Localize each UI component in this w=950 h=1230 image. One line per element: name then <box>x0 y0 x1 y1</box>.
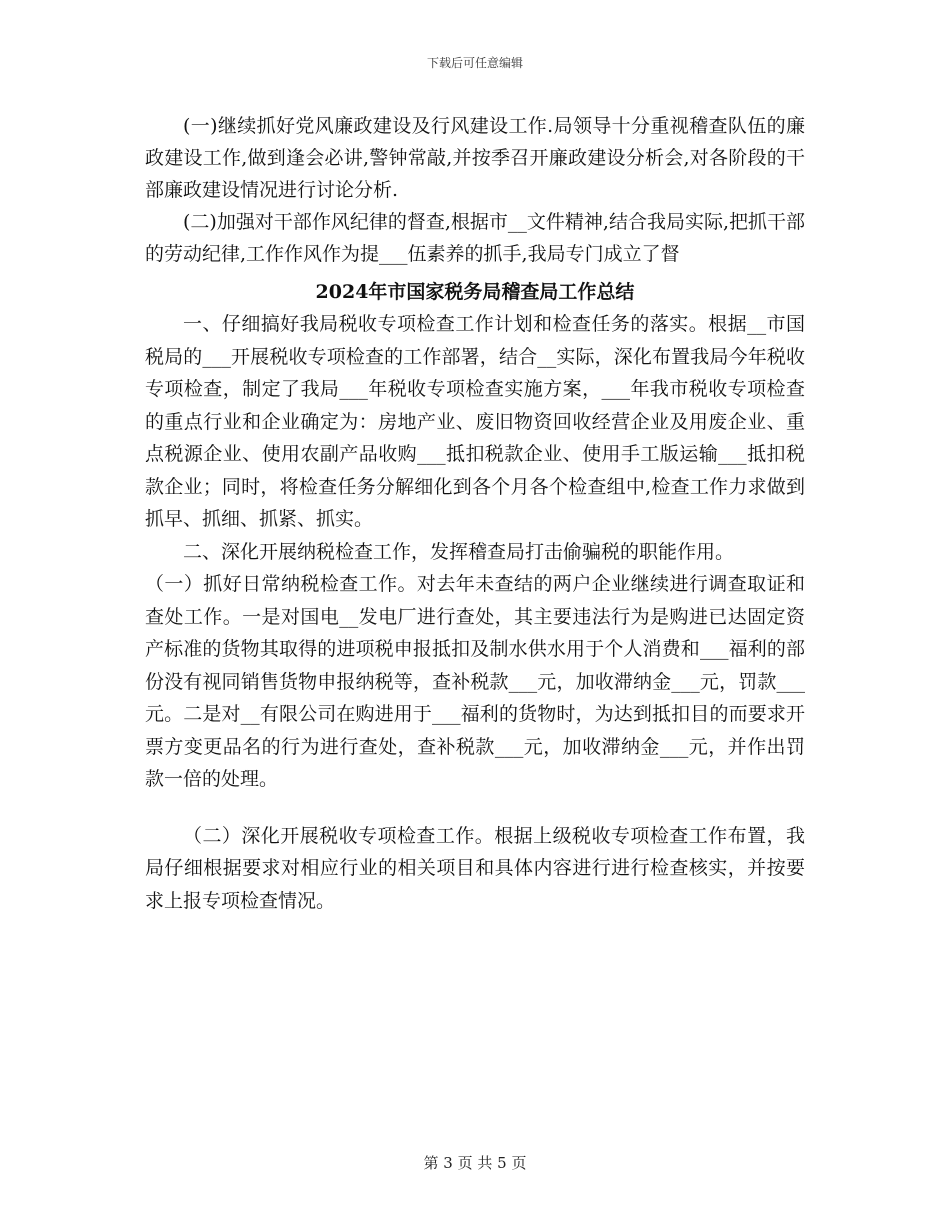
page-number-footer: 第 3 页 共 5 页 <box>423 1154 527 1172</box>
paragraph-special-inspection: （二）深化开展税收专项检查工作。根据上级税收专项检查工作布置，我局仔细根据要求对相应行业的相关项目和具体内容进行进行检查核实，并按要求上报专项检查情况。 <box>145 824 805 912</box>
paragraph-discipline-1: (一)继续抓好党风廉政建设及行风建设工作.局领导十分重视稽查队伍的廉政建设工作,做到逢会必讲,警钟常敲,并按季召开廉政建设分析会,对各阶段的干部廉政建设情况进行讨论分析. <box>145 115 805 201</box>
document-title: 2024年市国家税务局稽查局工作总结 <box>315 281 635 303</box>
paragraph-section-one: 一、仔细搞好我局税收专项检查工作计划和检查任务的落实。根据__市国税局的___开展税收专项检查的工作部署，结合__实际，深化布置我局今年税收专项检查，制定了我局___年税收专项检查实施方案，___年我市税收专项检查的重点行业和企业确定为：房地产业、废旧物资回收经营企业及用废企业、重点税源企业、使用农副产品收购___抵扣税款企业、使用手工版运输___抵扣税款企业；同时，将检查任务分解细化到各个月各个检查组中,检查工作力求做到抓早、抓细、抓紧、抓实。 <box>145 313 805 530</box>
paragraph-daily-inspection: （一）抓好日常纳税检查工作。对去年未查结的两户企业继续进行调查取证和查处工作。一是对国电__发电厂进行查处，其主要违法行为是购进已达固定资产标准的货物其取得的进项税申报抵扣及制水供水用于个人消费和___福利的部份没有视同销售货物申报纳税等，查补税款___元，加收滞纳金___元，罚款___元。二是对__有限公司在购进用于___福利的货物时，为达到抵扣目的而要求开票方变更品名的行为进行查处，查补税款___元，加收滞纳金___元，并作出罚款一倍的处理。 <box>145 573 805 790</box>
paragraph-discipline-2: (二)加强对干部作风纪律的督查,根据市__文件精神,结合我局实际,把抓干部的劳动纪律,工作作风作为提___伍素养的抓手,我局专门成立了督 <box>145 211 805 265</box>
paragraph-section-two-heading: 二、深化开展纳税检查工作，发挥稽查局打击偷骗税的职能作用。 <box>183 540 735 563</box>
page-header-note: 下载后可任意编辑 <box>426 56 523 70</box>
document-body <box>145 110 805 917</box>
paragraph-gap <box>145 796 805 820</box>
